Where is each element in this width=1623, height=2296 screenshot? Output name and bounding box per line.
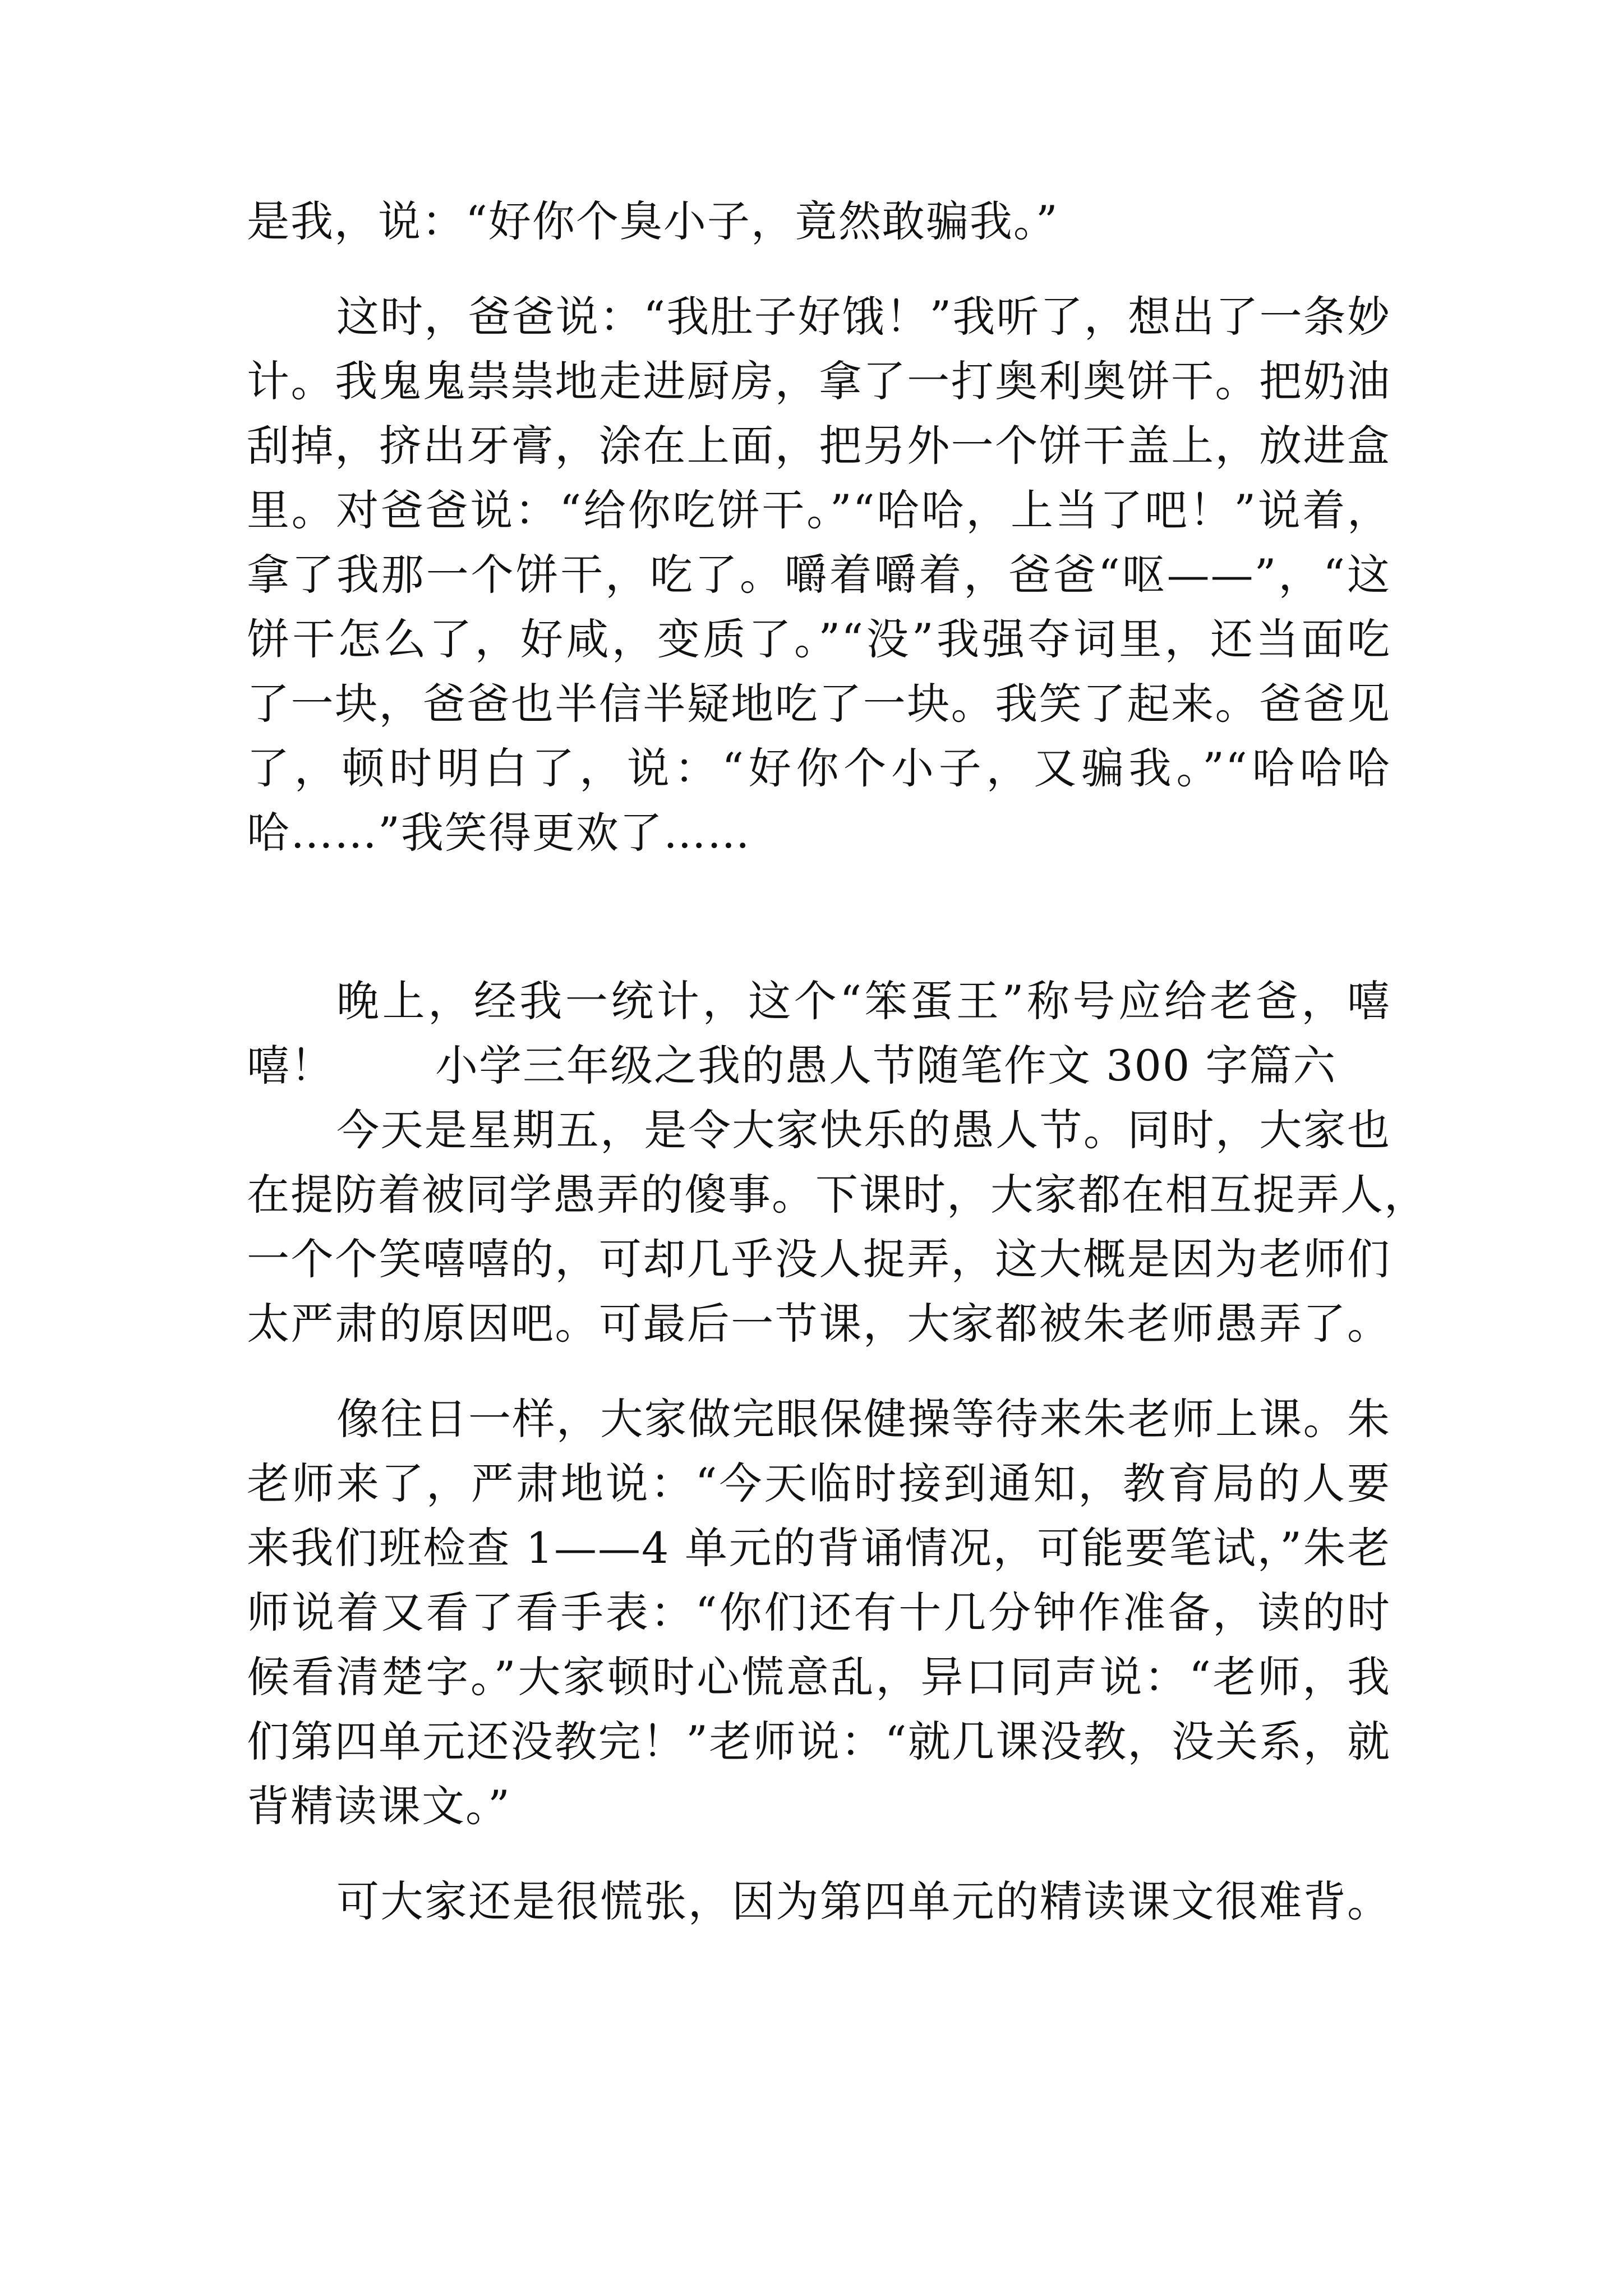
text-line: 了一块，爸爸也半信半疑地吃了一块。我笑了起来。爸爸见 — [247, 679, 1391, 729]
text-line: 师说着又看了看手表：“你们还有十几分钟作准备，读的时 — [247, 1588, 1391, 1637]
text-line: 一个个笑嘻嘻的，可却几乎没人捉弄，这大概是因为老师们 — [247, 1234, 1391, 1284]
paragraph-first-line: 这时，爸爸说：“我肚子好饿！”我听了，想出了一条妙 — [336, 292, 1391, 342]
text-line: 饼干怎么了，好咸，变质了。”“没”我强夺词里，还当面吃 — [247, 614, 1391, 664]
text-line: 刮掉，挤出牙膏，涂在上面，把另外一个饼干盖上，放进盒 — [247, 421, 1391, 471]
text-line: 哈……”我笑得更欢了…… — [247, 808, 751, 858]
text-line: 里。对爸爸说：“给你吃饼干。”“哈哈，上当了吧！”说着， — [247, 485, 1391, 535]
text-line: 计。我鬼鬼祟祟地走进厨房，拿了一打奥利奥饼干。把奶油 — [247, 356, 1391, 406]
text-line: 候看清楚字。”大家顿时心慌意乱，异口同声说：“老师，我 — [247, 1652, 1391, 1702]
text-line: 们第四单元还没教完！”老师说：“就几课没教，没关系，就 — [247, 1717, 1391, 1766]
text-line: 了，顿时明白了，说：“好你个小子，又骗我。”“哈哈哈 — [247, 743, 1391, 793]
text-line: 在提防着被同学愚弄的傻事。下课时，大家都在相互捉弄人， — [247, 1170, 1428, 1220]
paragraph-first-line: 像往日一样，大家做完眼保健操等待来朱老师上课。朱 — [336, 1394, 1391, 1444]
text-line: 老师来了，严肃地说：“今天临时接到通知，教育局的人要 — [247, 1458, 1391, 1508]
text-line-with-title — [247, 1038, 1391, 1094]
paragraph-first-line: 可大家还是很慌张，因为第四单元的精读课文很难背。 — [336, 1876, 1391, 1926]
section-title: 小学三年级之我的愚人节随笔作文 300 字篇六 — [435, 1041, 1337, 1091]
paragraph-first-line: 今天是星期五，是令大家快乐的愚人节。同时，大家也 — [336, 1105, 1391, 1155]
paragraph-first-line: 晚上，经我一统计，这个“笨蛋王”称号应给老爸，嘻 — [336, 976, 1391, 1026]
text-line: 背精读课文。” — [247, 1781, 511, 1831]
text-line: 来我们班检查 1——4 单元的背诵情况，可能要笔试，”朱老 — [247, 1523, 1391, 1573]
text-line: 拿了我那一个饼干，吃了。嚼着嚼着，爸爸“呕——”，“这 — [247, 550, 1391, 600]
text-fragment: 嘻！ — [247, 1041, 334, 1091]
text-line: 是我，说：“好你个臭小子，竟然敢骗我。” — [247, 196, 1059, 246]
text-line: 太严肃的原因吧。可最后一节课，大家都被朱老师愚弄了。 — [247, 1299, 1391, 1349]
